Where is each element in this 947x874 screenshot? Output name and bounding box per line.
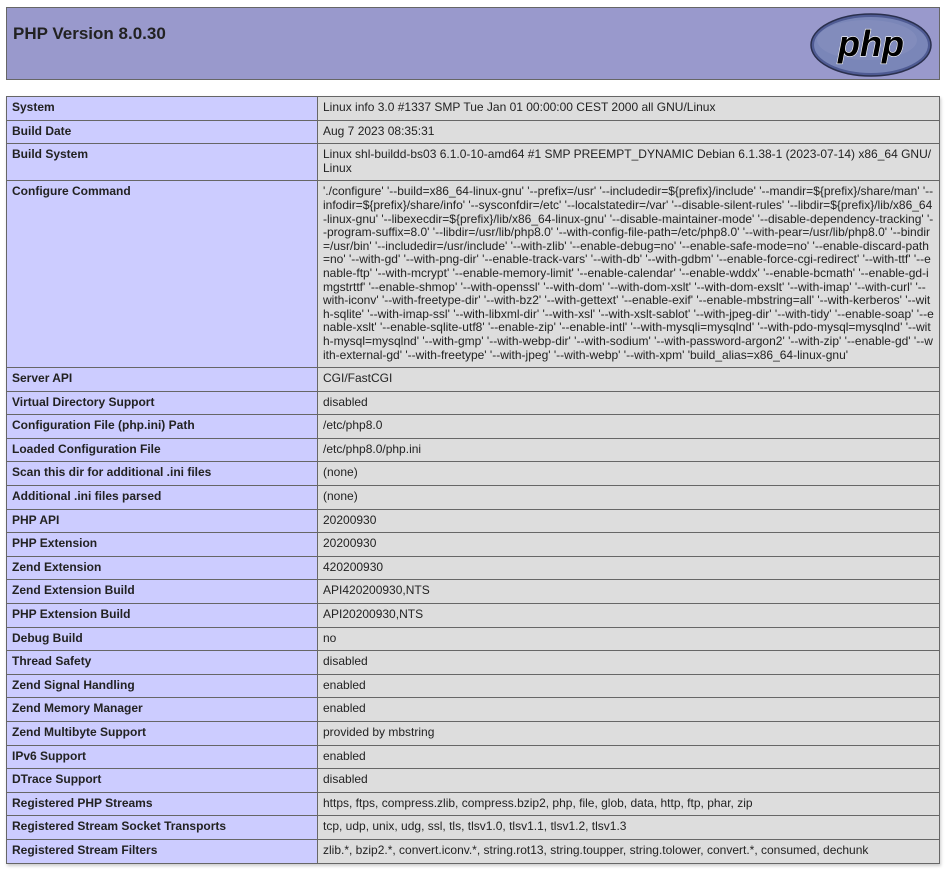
- table-row: [7, 368, 940, 392]
- row-value: disabled: [318, 391, 940, 415]
- row-label: Configure Command: [7, 181, 318, 368]
- page-title: PHP Version 8.0.30: [13, 24, 166, 43]
- row-label: Configuration File (php.ini) Path: [7, 415, 318, 439]
- row-label: Zend Signal Handling: [7, 674, 318, 698]
- table-row: [7, 792, 940, 816]
- table-row: [7, 556, 940, 580]
- row-value: 20200930: [318, 509, 940, 533]
- row-value: CGI/FastCGI: [318, 368, 940, 392]
- row-value: Linux shl-buildd-bs03 6.1.0-10-amd64 #1 SMP PREEMPT_DYNAMIC Debian 6.1.38-1 (2023-07-14) x86_64 GNU/Linux: [318, 144, 940, 181]
- row-value: provided by mbstring: [318, 722, 940, 746]
- row-value: zlib.*, bzip2.*, convert.iconv.*, string.rot13, string.toupper, string.tolower, convert.*, consumed, dechunk: [318, 839, 940, 863]
- table-row: [7, 722, 940, 746]
- row-label: Thread Safety: [7, 651, 318, 675]
- row-value: disabled: [318, 651, 940, 675]
- row-value: /etc/php8.0/php.ini: [318, 438, 940, 462]
- row-label: DTrace Support: [7, 769, 318, 793]
- table-row: [7, 580, 940, 604]
- table-row: [7, 839, 940, 863]
- row-value: enabled: [318, 674, 940, 698]
- row-value: Linux info 3.0 #1337 SMP Tue Jan 01 00:00:00 CEST 2000 all GNU/Linux: [318, 97, 940, 121]
- table-row: [7, 533, 940, 557]
- table-row: [7, 627, 940, 651]
- table-row: [7, 462, 940, 486]
- row-value: (none): [318, 486, 940, 510]
- row-label: Scan this dir for additional .ini files: [7, 462, 318, 486]
- table-row: [7, 698, 940, 722]
- php-logo: [809, 12, 933, 78]
- row-value: tcp, udp, unix, udg, ssl, tls, tlsv1.0, tlsv1.1, tlsv1.2, tlsv1.3: [318, 816, 940, 840]
- row-value: enabled: [318, 745, 940, 769]
- row-value: no: [318, 627, 940, 651]
- table-row: [7, 674, 940, 698]
- table-row: [7, 181, 940, 368]
- row-label: Registered Stream Socket Transports: [7, 816, 318, 840]
- row-label: Zend Extension Build: [7, 580, 318, 604]
- row-value: https, ftps, compress.zlib, compress.bzip2, php, file, glob, data, http, ftp, phar, zip: [318, 792, 940, 816]
- table-row: [7, 120, 940, 144]
- row-label: Zend Memory Manager: [7, 698, 318, 722]
- table-row: [7, 816, 940, 840]
- php-version-header: [6, 7, 940, 80]
- row-value: (none): [318, 462, 940, 486]
- row-label: Zend Extension: [7, 556, 318, 580]
- row-label: PHP Extension: [7, 533, 318, 557]
- row-value: /etc/php8.0: [318, 415, 940, 439]
- table-row: [7, 651, 940, 675]
- row-label: IPv6 Support: [7, 745, 318, 769]
- row-label: Zend Multibyte Support: [7, 722, 318, 746]
- row-label: System: [7, 97, 318, 121]
- table-row: [7, 438, 940, 462]
- row-label: Additional .ini files parsed: [7, 486, 318, 510]
- row-value: Aug 7 2023 08:35:31: [318, 120, 940, 144]
- row-label: PHP Extension Build: [7, 604, 318, 628]
- table-row: [7, 509, 940, 533]
- row-value: API420200930,NTS: [318, 580, 940, 604]
- php-info-table: [6, 96, 940, 864]
- row-value: enabled: [318, 698, 940, 722]
- row-value: './configure' '--build=x86_64-linux-gnu' '--prefix=/usr' '--includedir=${prefix}/include' '--mandir=${prefix}/share/man' '--infodir=${prefix}/share/info' '--sysconfdir=/etc' '--localstatedir=/var' '--disable-silent-rules' '--libdir=${prefix}/lib/x86_64-linux-gnu' '--libexecdir=${prefix}/lib/x86_64-linux-gnu' '--disable-maintainer-mode' '--disable-dependency-tracking' '--program-suffix=8.0' '--libdir=/usr/lib/php8.0' '--with-config-file-path=/etc/php8.0' '--with-pear=/usr/lib/php8.0' '--bindir=/usr/bin' '--includedir=/usr/include' '--with-zlib' '--enable-debug=no' '--enable-safe-mode=no' '--enable-discard-path=no' '--with-gd' '--with-png-dir' '--enable-track-vars' '--with-db' '--with-gdbm' '--enable-force-cgi-redirect' '--with-ttf' '--enable-ftp' '--with-mcrypt' '--enable-memory-limit' '--enable-calendar' '--enable-wddx' '--enable-bcmath' '--enable-gd-imgstrttf' '--enable-shmop' '--with-openssl' '--with-dom' '--with-dom-xslt' '--with-dom-exslt' '--with-imap' '--with-curl' '--with-iconv' '--with-freetype-dir' '--with-bz2' '--with-gettext' '--enable-exif' '--enable-mbstring=all' '--with-kerberos' '--with-sqlite' '--with-imap-ssl' '--with-libxml-dir' '--with-xsl' '--with-xslt-sablot' '--with-jpeg-dir' '--with-tidy' '--enable-soap' '--enable-xslt' '--enable-sqlite-utf8' '--enable-zip' '--enable-intl' '--with-mysqli=mysqlnd' '--with-pdo-mysql=mysqlnd' '--with-mysql=mysqlnd' '--with-gmp' '--with-webp-dir' '--with-sodium' '--with-password-argon2' '--with-zip' '--enable-gd' '--with-external-gd' '--with-freetype' '--with-jpeg' '--with-webp' '--with-xpm' 'build_alias=x86_64-linux-gnu': [318, 181, 940, 368]
- table-row: [7, 97, 940, 121]
- table-row: [7, 604, 940, 628]
- row-label: Debug Build: [7, 627, 318, 651]
- svg-text:php: php: [838, 23, 904, 64]
- table-row: [7, 486, 940, 510]
- row-label: PHP API: [7, 509, 318, 533]
- table-row: [7, 391, 940, 415]
- row-label: Loaded Configuration File: [7, 438, 318, 462]
- row-value: 20200930: [318, 533, 940, 557]
- row-value: API20200930,NTS: [318, 604, 940, 628]
- row-label: Registered Stream Filters: [7, 839, 318, 863]
- row-label: Build Date: [7, 120, 318, 144]
- row-value: disabled: [318, 769, 940, 793]
- row-value: 420200930: [318, 556, 940, 580]
- row-label: Server API: [7, 368, 318, 392]
- table-row: [7, 745, 940, 769]
- table-row: [7, 144, 940, 181]
- table-row: [7, 415, 940, 439]
- row-label: Virtual Directory Support: [7, 391, 318, 415]
- table-row: [7, 769, 940, 793]
- row-label: Build System: [7, 144, 318, 181]
- row-label: Registered PHP Streams: [7, 792, 318, 816]
